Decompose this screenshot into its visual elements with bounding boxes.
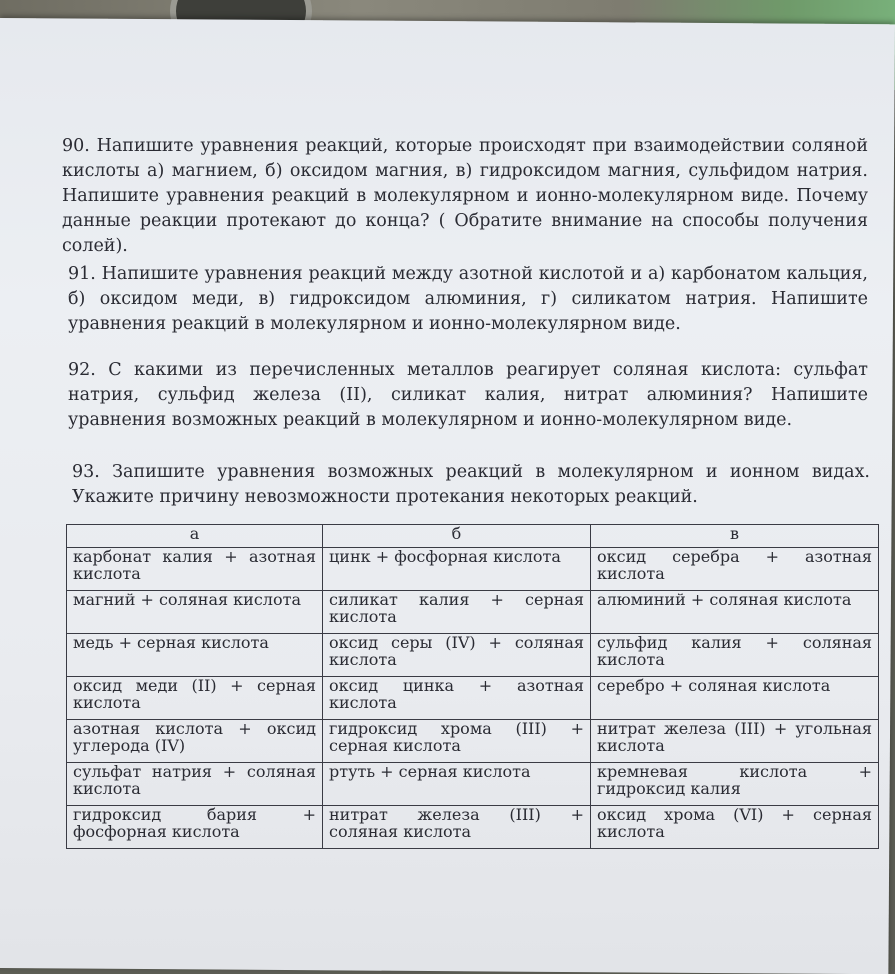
table-cell: оксид серебра + азотная кислота bbox=[591, 548, 879, 591]
table-cell: нитрат железа (III) + соляная кислота bbox=[323, 806, 591, 849]
table-cell: оксид меди (II) + серная кислота bbox=[67, 677, 323, 720]
table-cell: сульфид калия + соляная кислота bbox=[591, 634, 879, 677]
table-row bbox=[67, 591, 879, 634]
table-cell: оксид хрома (VI) + серная кислота bbox=[591, 806, 879, 849]
table-cell: оксид цинка + азотная кислота bbox=[323, 677, 591, 720]
table-cell: гидроксид бария + фосфорная кислота bbox=[67, 806, 323, 849]
problem-93: 93. Запишите уравнения возможных реакций в молекулярном и ионном видах. Укажите причину невозможности протекания некоторых реакций. bbox=[72, 462, 870, 507]
table-row bbox=[67, 720, 879, 763]
table-cell: алюминий + соляная кислота bbox=[591, 591, 879, 634]
reactions-table bbox=[66, 524, 879, 849]
column-header-b: б bbox=[323, 525, 591, 548]
table-header-row bbox=[67, 525, 879, 548]
table-row bbox=[67, 763, 879, 806]
table-row bbox=[67, 548, 879, 591]
column-header-a: а bbox=[67, 525, 323, 548]
problem-92: 92. С какими из перечисленных металлов реагирует соляная кислота: сульфат натрия, сульфид железа (II), силикат калия, нитрат алюминия? Напишите уравнения возможных реакций в молекулярном и ионно-молекулярном виде. bbox=[68, 360, 868, 430]
table-row bbox=[67, 634, 879, 677]
table-cell: азотная кислота + оксид углерода (IV) bbox=[67, 720, 323, 763]
table-row bbox=[67, 806, 879, 849]
table-cell: сульфат натрия + соляная кислота bbox=[67, 763, 323, 806]
table-row bbox=[67, 677, 879, 720]
table-cell: ртуть + серная кислота bbox=[323, 763, 591, 806]
table-cell: магний + соляная кислота bbox=[67, 591, 323, 634]
table-cell: силикат калия + серная кислота bbox=[323, 591, 591, 634]
table-cell: кремневая кислота + гидроксид калия bbox=[591, 763, 879, 806]
table-cell: медь + серная кислота bbox=[67, 634, 323, 677]
table-cell: оксид серы (IV) + соляная кислота bbox=[323, 634, 591, 677]
table-cell: серебро + соляная кислота bbox=[591, 677, 879, 720]
column-header-v: в bbox=[591, 525, 879, 548]
problem-90: 90. Напишите уравнения реакций, которые происходят при взаимодействии соляной кислоты а) магнием, б) оксидом магния, в) гидроксидом магния, сульфидом натрия. Напишите уравнения реакций в молекулярном и ионно-молекулярном виде. Почему данные реакции протекают до конца? ( Обратите внимание на способы получения солей). bbox=[62, 136, 868, 256]
table-cell: нитрат железа (III) + угольная кислота bbox=[591, 720, 879, 763]
table-cell: гидроксид хрома (III) + серная кислота bbox=[323, 720, 591, 763]
problem-91: 91. Напишите уравнения реакций между азотной кислотой и а) карбонатом кальция, б) оксидом меди, в) гидроксидом алюминия, г) силикатом натрия. Напишите уравнения реакций в молекулярном и ионно-молекулярном виде. bbox=[68, 264, 868, 334]
table-cell: карбонат калия + азотная кислота bbox=[67, 548, 323, 591]
table-cell: цинк + фосфорная кислота bbox=[323, 548, 591, 591]
